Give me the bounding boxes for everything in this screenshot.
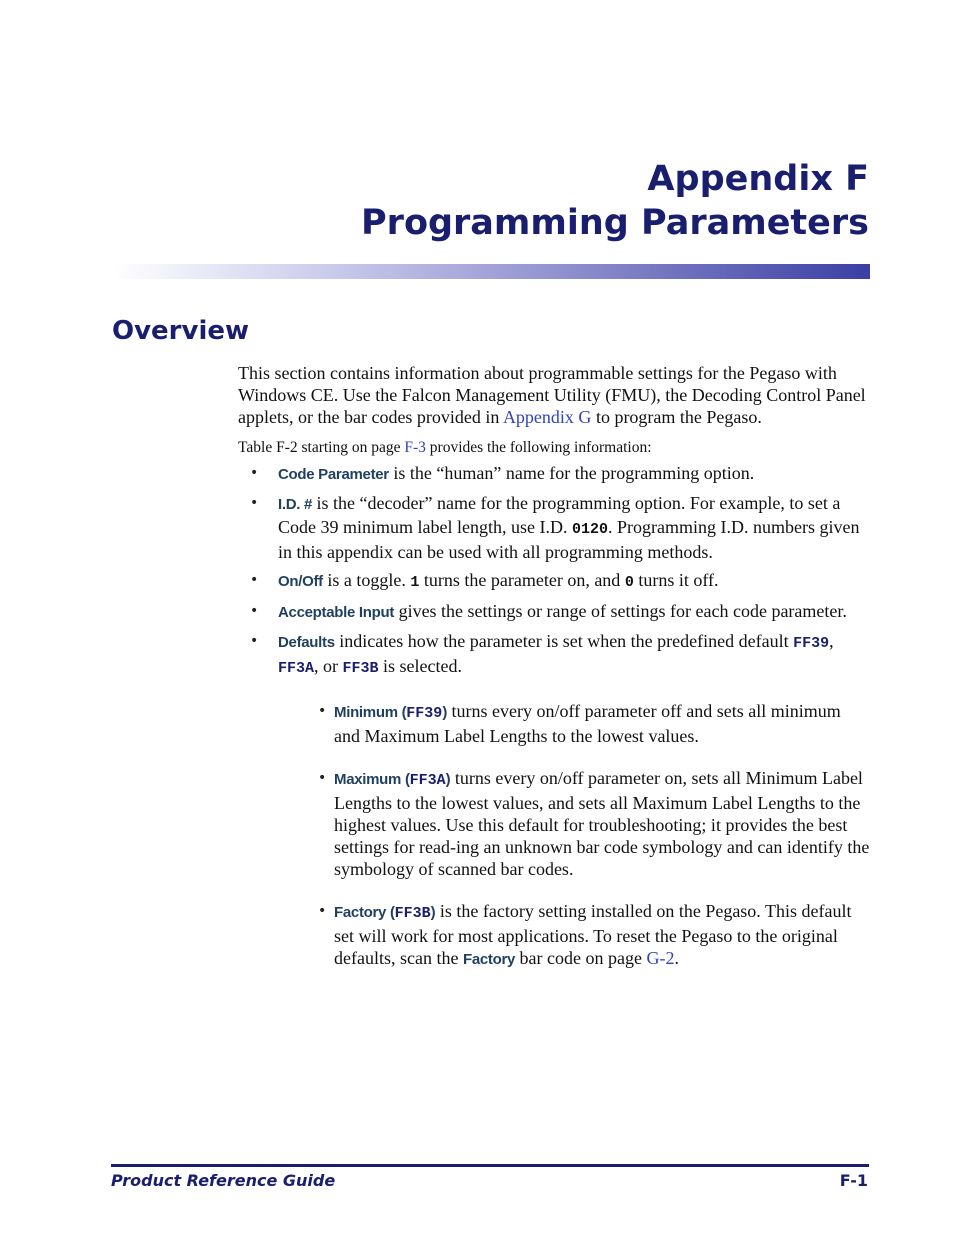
section-content — [238, 362, 870, 991]
list-item-code-parameter — [238, 462, 870, 486]
footer-rule — [111, 1164, 869, 1167]
info-list — [238, 462, 870, 971]
term-label: Factory ( — [334, 904, 395, 921]
sublist-item-maximum — [278, 767, 870, 880]
code-value: FF39 — [793, 635, 830, 652]
chapter-title — [361, 157, 869, 245]
table-intro-paragraph — [238, 438, 870, 458]
item-text: . Programming I.D. numbers given in this appendix can be used with all programming methods. — [278, 517, 860, 562]
list-item-defaults — [238, 630, 870, 971]
footer-guide-title: Product Reference Guide — [111, 1171, 336, 1190]
page-f3-link[interactable]: F-3 — [404, 439, 426, 456]
title-gradient-divider — [113, 264, 870, 279]
term-label: Code Parameter — [278, 466, 389, 483]
term-label: I.D. # — [278, 496, 313, 513]
list-item-on-off — [238, 569, 870, 594]
item-text: , — [829, 631, 834, 651]
code-value: FF3A — [409, 772, 446, 789]
item-text: is the “human” name for the programming option. — [388, 463, 755, 483]
code-value: FF3B — [342, 660, 379, 677]
term-label: On/Off — [278, 573, 323, 590]
term-label: Maximum ( — [334, 771, 410, 788]
item-text: indicates how the parameter is set when the predefined default — [334, 631, 794, 651]
item-text: turns it off. — [633, 570, 719, 590]
chapter-title-line2: Programming Parameters — [361, 203, 869, 243]
code-value: 0 — [624, 574, 634, 591]
term-label-close: ) — [442, 704, 448, 721]
sublist-item-minimum — [278, 700, 870, 747]
table-intro-text: Table F-2 starting on page — [238, 439, 405, 456]
section-heading: Overview — [112, 316, 250, 346]
item-text: turns every on/off parameter on, sets all Minimum Label Lengths to the lowest values, and sets all Maximum Label Lengths to the highest values. Use this default for troubleshooting; it provides the best settings for read-ing an unknown bar code symbology and can identify the symbology of scanned bar codes. — [334, 768, 870, 879]
chapter-title-line1: Appendix F — [647, 159, 869, 199]
appendix-g-link[interactable]: Appendix G — [502, 407, 592, 427]
code-value: 0120 — [571, 521, 608, 538]
intro-text-end: to program the Pegaso. — [591, 407, 762, 427]
code-value: FF39 — [406, 705, 443, 722]
item-text: is selected. — [378, 656, 463, 676]
term-label: Acceptable Input — [278, 604, 395, 621]
term-label: Minimum ( — [334, 704, 407, 721]
item-text: is the “decoder” name for the programming option. For example, to set a Code 39 minimum label length, use I.D. — [278, 493, 841, 537]
list-item-acceptable-input — [238, 600, 870, 624]
item-text: is a toggle. — [322, 570, 411, 590]
intro-paragraph — [238, 362, 870, 428]
page-g2-link[interactable]: G-2 — [646, 948, 675, 968]
sublist-item-factory — [278, 900, 870, 971]
code-value: FF3B — [394, 905, 431, 922]
code-value: 1 — [410, 574, 420, 591]
term-label-close: ) — [445, 771, 451, 788]
term-label: Defaults — [278, 634, 335, 651]
term-label-close: ) — [430, 904, 436, 921]
footer-page-number: F-1 — [839, 1171, 868, 1190]
item-text: turns the parameter on, and — [419, 570, 625, 590]
item-text: is the factory setting installed on the Pegaso. This default set will work for most applications. To reset the Pegaso to the original defaults, scan the — [334, 901, 852, 968]
term-label: Factory — [462, 951, 516, 968]
list-item-id — [238, 492, 870, 563]
defaults-sublist — [278, 700, 870, 971]
intro-text: This section contains information about programmable settings for the Pegaso with Windows CE. Use the Falcon Management Utility (FMU), the Decoding Control Panel applets, or the bar codes provided in — [238, 363, 866, 427]
item-text: bar code on page — [515, 948, 647, 968]
item-text: . — [674, 948, 679, 968]
item-text: turns every on/off parameter off and sets all minimum and Maximum Label Lengths to the lowest values. — [334, 701, 841, 746]
item-text: gives the settings or range of settings for each code parameter. — [394, 601, 847, 621]
code-value: FF3A — [278, 660, 315, 677]
table-intro-text-end: provides the following information: — [425, 439, 652, 456]
item-text: , or — [314, 656, 343, 676]
